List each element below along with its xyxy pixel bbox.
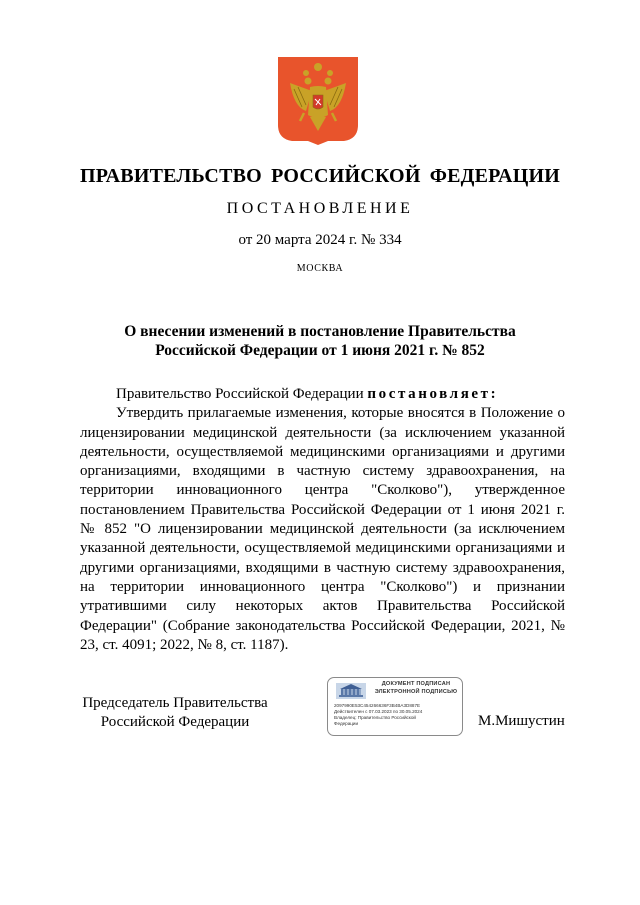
stamp-certificate: 2097990E53C454266636F3B4BA3D887E [334,703,421,708]
document-type: ПОСТАНОВЛЕНИЕ [226,200,414,217]
stamp-owner-line-2: Федерации [334,721,359,726]
document-date-number: от 20 марта 2024 г. № 334 [238,232,402,248]
signer-position [80,694,270,732]
decree-lead [80,385,565,404]
subject-line-1: О внесении изменений в постановление Правительства [124,323,516,340]
stamp-heading [372,681,460,696]
signer-position-line-2: Российской Федерации [100,714,250,730]
building-icon [336,683,366,699]
document-city: МОСКВА [296,263,344,274]
document-subject [0,322,640,360]
stamp-heading-line-1: ДОКУМЕНТ ПОДПИСАН [381,681,451,687]
signer-name: М.Мишустин [478,713,565,729]
decree-lead-text: Правительство Российской Федерации [116,386,368,402]
coat-of-arms-icon [276,55,360,145]
stamp-heading-line-2: ЭЛЕКТРОННОЙ ПОДПИСЬЮ [374,688,458,695]
stamp-owner-line-1: Владелец: Правительство Российской [334,715,416,720]
subject-line-2: Российской Федерации от 1 июня 2021 г. № 852 [155,342,485,359]
document-body [80,385,565,655]
decree-word: постановляет: [367,386,499,402]
stamp-details [334,703,460,727]
government-title: ПРАВИТЕЛЬСТВО РОССИЙСКОЙ ФЕДЕРАЦИИ [80,165,560,187]
signer-position-line-1: Председатель Правительства [82,695,268,711]
electronic-signature-stamp [327,677,463,736]
decree-paragraph: Утвердить прилагаемые изменения, которые вносятся в Положение о лицензировании медицинской деятельности (за исключением указанной деятельности, осуществляемой медицинскими организациями и другими организациями, входящими в частную систему здравоохранения, на территории инновационного центра "Сколково"), утвержденное постановлением Правительства Российской Федерации от 1 июня 2021 г. № 852 "О лицензировании медицинской деятельности (за исключением указанной деятельности, осуществляемой медицинскими организациями и другими организациями, входящими в частную систему здравоохранения, на территории инновационного центра "Сколково") и признании утратившими силу некоторых актов Правительства Российской Федерации" (Собрание законодательства Российской Федерации, 2021, № 23, ст. 4091; 2022, № 8, ст. 1187). [80,405,565,653]
stamp-validity: Действителен с 07.03.2023 по 30.05.2024 [334,709,423,714]
